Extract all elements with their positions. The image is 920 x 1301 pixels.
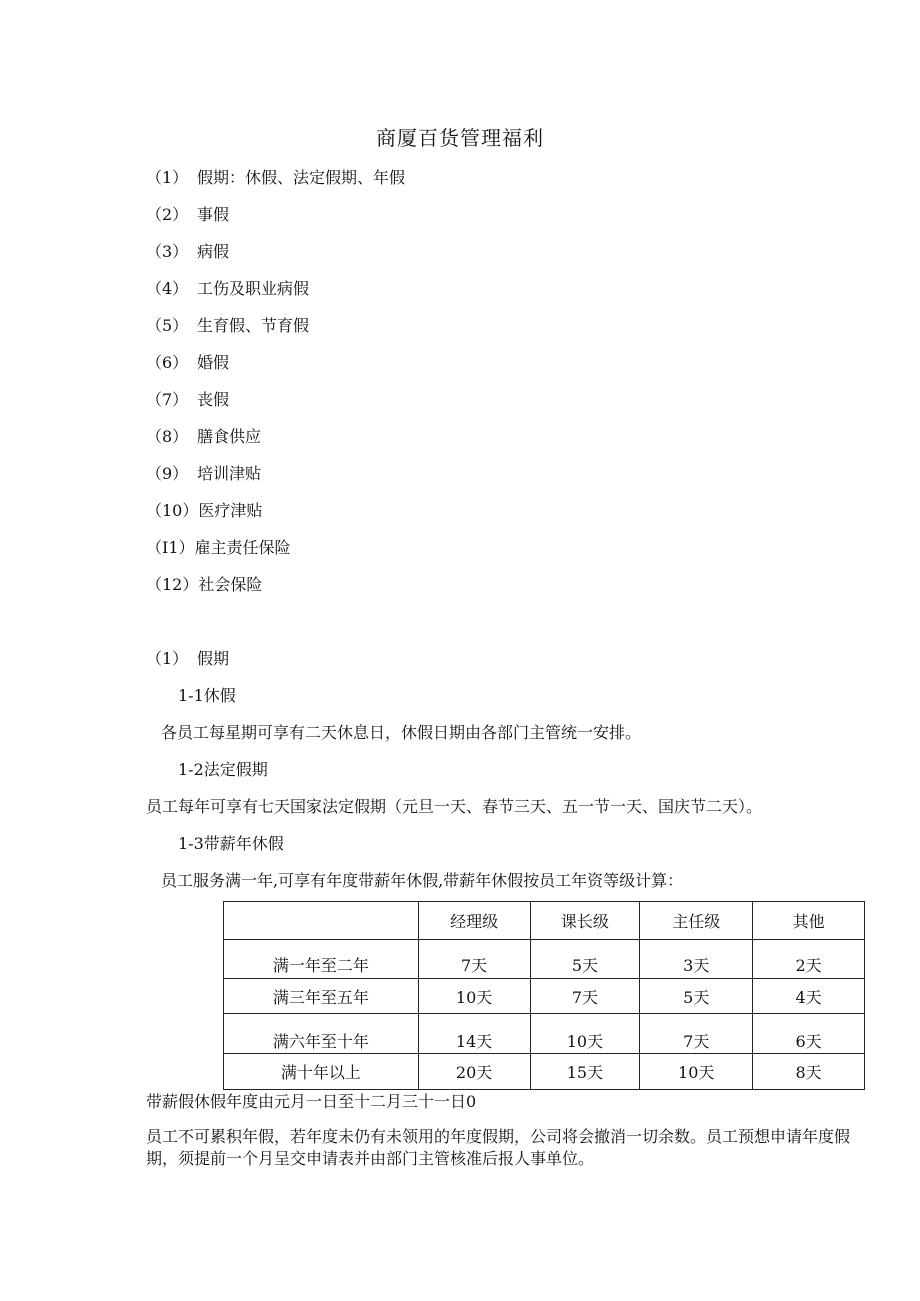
list-item-text: 假期：休假、法定假期、年假 [197,168,406,187]
list-item-text: 社会保险 [198,575,263,594]
table-cell: 4天 [753,979,865,1014]
subsection-heading-annual-leave: 1-3带薪年休假 [178,834,284,853]
table-header-cell: 课长级 [530,902,640,940]
list-item-number: （7） [146,390,189,409]
list-item [146,463,405,500]
list-item [146,352,405,389]
table-row [224,1014,865,1054]
table-header-cell: 经理级 [418,902,530,940]
list-item [146,426,405,463]
table-cell: 满三年至五年 [224,979,419,1014]
subsection-heading-rest: 1-1休假 [178,686,236,705]
table-cell: 5天 [530,940,640,979]
list-item-number: （8） [146,427,189,446]
section-heading [146,648,229,670]
table-cell: 14天 [418,1014,530,1054]
annual-leave-paragraph: 员工服务满一年,可享有年度带薪年休假,带薪年休假按员工年资等级计算： [161,871,684,890]
table-cell: 满十年以上 [224,1054,419,1090]
section-number: （1） [146,649,189,668]
table-cell: 15天 [530,1054,640,1090]
list-item-number: （2） [146,205,189,224]
leave-year-note: 带薪假休假年度由元月一日至十二月三十一日0 [146,1092,477,1111]
benefits-list [146,167,405,611]
list-item-text: 事假 [197,205,230,224]
list-item-number: （12） [146,575,199,594]
table-header-cell: 主任级 [640,902,753,940]
table-cell: 满六年至十年 [224,1014,419,1054]
list-item-number: （9） [146,464,189,483]
list-item [146,574,405,611]
list-item [146,315,405,352]
table-cell: 8天 [753,1054,865,1090]
subsection-heading-holidays: 1-2法定假期 [178,760,268,779]
table-cell: 7天 [418,940,530,979]
list-item-text: 工伤及职业病假 [197,279,310,298]
list-item [146,278,405,315]
list-item [146,389,405,426]
list-item-number: （10） [146,501,199,520]
list-item [146,537,405,574]
list-item [146,167,405,204]
list-item-text: 生育假、节育假 [197,316,310,335]
list-item-number: （6） [146,353,189,372]
table-cell: 5天 [640,979,753,1014]
list-item-number: （5） [146,316,189,335]
list-item [146,241,405,278]
table-row [224,940,865,979]
table-header-cell [224,902,419,940]
list-item-number: （1） [146,168,189,187]
table-cell: 2天 [753,940,865,979]
table-cell: 6天 [753,1014,865,1054]
table-header-cell: 其他 [753,902,865,940]
list-item-number: （I1） [146,538,195,557]
table-cell: 满一年至二年 [224,940,419,979]
table-cell: 10天 [530,1014,640,1054]
table-row [224,979,865,1014]
list-item-text: 膳食供应 [197,427,262,446]
table-cell: 3天 [640,940,753,979]
list-item-text: 医疗津贴 [198,501,263,520]
list-item-text: 病假 [197,242,230,261]
holidays-paragraph: 员工每年可享有七天国家法定假期（元旦一天、春节三天、五一节一天、国庆节二天）。 [146,797,763,816]
section-title: 假期 [197,649,230,668]
table-cell: 10天 [418,979,530,1014]
list-item-number: （4） [146,279,189,298]
table-cell: 7天 [640,1014,753,1054]
table-cell: 7天 [530,979,640,1014]
list-item [146,204,405,241]
list-item [146,500,405,537]
table-row [224,1054,865,1090]
rest-paragraph: 各员工每星期可享有二天休息日，休假日期由各部门主管统一安排。 [161,723,642,742]
list-item-text: 雇主责任保险 [194,538,291,557]
table-cell: 10天 [640,1054,753,1090]
document-title: 商厦百货管理福利 [376,126,544,150]
annual-leave-table [223,901,865,1090]
list-item-text: 婚假 [197,353,230,372]
accumulation-paragraph: 员工不可累积年假，若年度未仍有未领用的年度假期，公司将会撤消一切余数。员工预想申请年度假期，须提前一个月呈交申请表并由部门主管核准后报人事单位。 [146,1127,851,1168]
list-item-text: 培训津贴 [197,464,262,483]
list-item-text: 丧假 [197,390,230,409]
table-header-row [224,902,865,940]
table-cell: 20天 [418,1054,530,1090]
list-item-number: （3） [146,242,189,261]
